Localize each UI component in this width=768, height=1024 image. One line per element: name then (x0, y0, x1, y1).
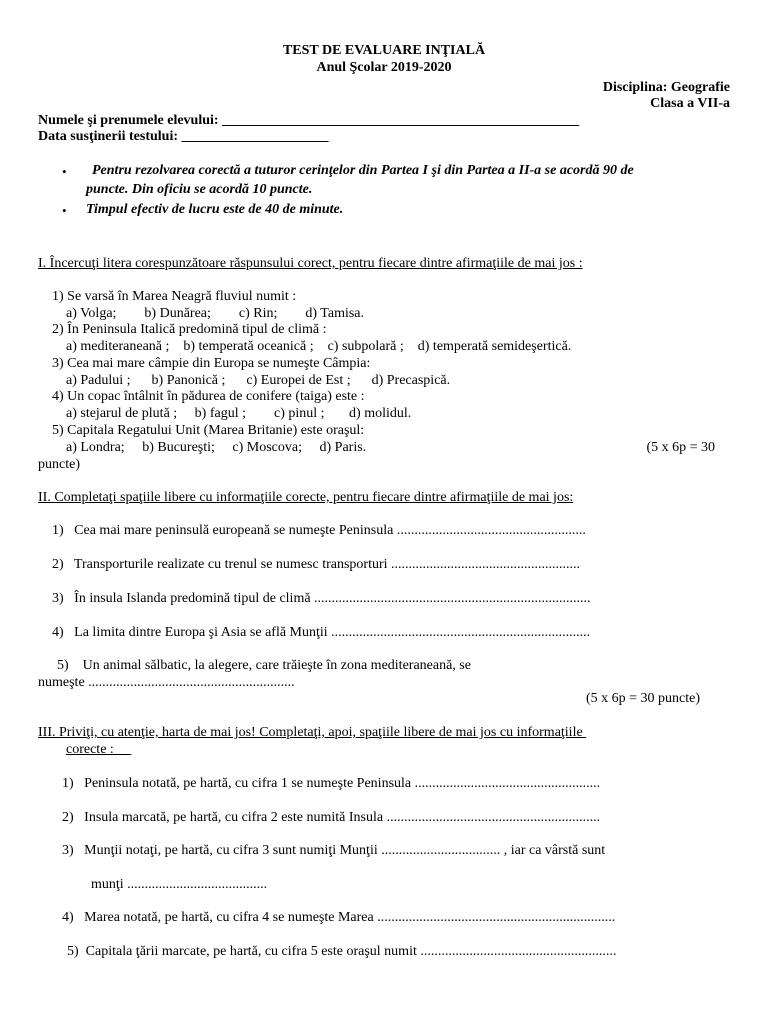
bullet-icon: • (62, 203, 67, 218)
part2-item-2: 2) Transporturile realizate cu trenul se numesc transporturi ...................................................... (52, 557, 581, 572)
test-date-line (38, 128, 329, 145)
part3-item-2: 2) Insula marcată, pe hartă, cu cifra 2 este numită Insula ............................................................. (62, 810, 601, 825)
part1-answers-5: a) Londra; b) Bucureşti; c) Moscova; d) Paris. (66, 440, 367, 455)
name-blank: ___________________________________________________ (222, 113, 580, 128)
part3-heading-cont: corecte : (66, 742, 132, 757)
part1-question-4: 4) Un copac întâlnit în pădurea de conifere (taiga) este : (52, 389, 365, 404)
part1-heading: I. Încercuţi litera corespunzătoare răspunsului corect, pentru fiecare dintre afirmaţiile de mai jos : (38, 256, 583, 271)
part1-answers-1: a) Volga; b) Dunărea; c) Rin; d) Tamisa. (66, 306, 365, 321)
part3-item-5: 5) Capitala ţării marcate, pe hartă, cu cifra 5 este oraşul numit ........................................................ (67, 944, 617, 959)
instruction-2: Timpul efectiv de lucru este de 40 de minute. (86, 202, 344, 217)
discipline: Disciplina: Geografie (602, 80, 730, 95)
part1-answers-4: a) stejarul de plută ; b) fagul ; c) pinul ; d) molidul. (66, 406, 412, 421)
bullet-icon: • (62, 164, 67, 179)
part2-item-1: 1) Cea mai mare peninsulă europeană se numeşte Peninsula ...................................................... (52, 523, 586, 538)
instruction-1: Pentru rezolvarea corectă a tuturor cerinţelor din Partea I şi din Partea a II-a se acordă 90 de (92, 163, 634, 178)
part1-score-cont: puncte) (38, 457, 80, 472)
part2-item-3: 3) În insula Islanda predomină tipul de climă ............................................................................... (52, 591, 591, 606)
school-year: Anul Şcolar 2019-2020 (316, 60, 452, 75)
class-level: Clasa a VII-a (650, 96, 730, 111)
part2-heading: II. Completaţi spaţiile libere cu informaţiile corecte, pentru fiecare dintre afirmaţiile de mai jos: (38, 490, 574, 505)
part3-item-3: 3) Munţii notaţi, pe hartă, cu cifra 3 sunt numiţi Munţii .................................. , iar ca vârstă sunt (62, 843, 606, 858)
part1-answers-2: a) mediteraneană ; b) temperată oceanică ; c) subpolară ; d) temperată semideşertică. (66, 339, 572, 354)
part1-score: (5 x 6p = 30 (646, 440, 715, 455)
student-name-line (38, 112, 579, 129)
part2-item-4: 4) La limita dintre Europa şi Asia se află Munţii .......................................................................... (52, 625, 591, 640)
name-label: Numele şi prenumele elevului: (38, 113, 223, 128)
part2-item-5-cont: numeşte ........................................................... (38, 675, 295, 690)
date-blank: _____________________ (181, 129, 329, 144)
page-title: TEST DE EVALUARE INŢIALĂ (282, 43, 486, 58)
part1-question-3: 3) Cea mai mare câmpie din Europa se numeşte Câmpia: (52, 356, 371, 371)
part1-answers-3: a) Padului ; b) Panonică ; c) Europei de Est ; d) Precaspică. (66, 373, 451, 388)
part1-question-2: 2) În Peninsula Italică predomină tipul de climă : (52, 322, 327, 337)
part2-score: (5 x 6p = 30 puncte) (585, 691, 700, 706)
part2-item-5: 5) Un animal sălbatic, la alegere, care trăieşte în zona mediteraneană, se (57, 658, 471, 673)
part1-question-5: 5) Capitala Regatului Unit (Marea Britanie) este oraşul: (52, 423, 365, 438)
date-label: Data susţinerii testului: (38, 129, 182, 144)
part3-item-3-cont: munţi ........................................ (91, 877, 268, 892)
part3-item-4: 4) Marea notată, pe hartă, cu cifra 4 se numeşte Marea .................................................................... (62, 910, 616, 925)
instruction-1-cont: puncte. Din oficiu se acordă 10 puncte. (86, 182, 313, 197)
part3-heading: III. Priviţi, cu atenţie, harta de mai jos! Completaţi, apoi, spaţiile libere de mai jos cu informaţiile (38, 725, 587, 740)
part3-item-1: 1) Peninsula notată, pe hartă, cu cifra 1 se numeşte Peninsula ..................................................... (62, 776, 601, 791)
part1-question-1: 1) Se varsă în Marea Neagră fluviul numit : (52, 289, 297, 304)
